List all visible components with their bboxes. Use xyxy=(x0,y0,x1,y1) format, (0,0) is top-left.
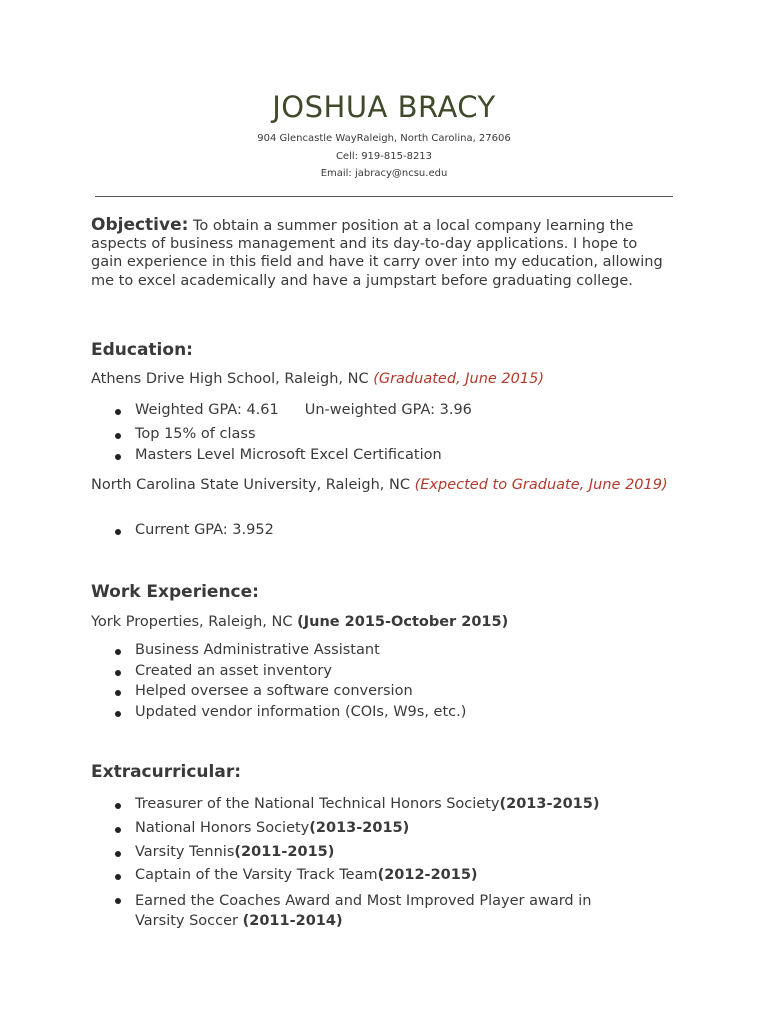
email-line: Email: jabracy@ncsu.edu xyxy=(320,168,448,179)
objective-text: To obtain a summer position at a local company learning the aspects of business management and its day-to-day applications. I hope to gain experience in this field and have it carry over into my education, allowing me to excel academically and have a jumpstart before graduating college. xyxy=(91,218,663,289)
unweighted-gpa: Un-weighted GPA: 3.96 xyxy=(304,402,472,418)
address-line: 904 Glencastle WayRaleigh, North Carolina, 27606 xyxy=(257,133,511,144)
list-item: Business Administrative Assistant xyxy=(113,642,466,663)
excel-cert: Masters Level Microsoft Excel Certification xyxy=(135,447,442,463)
list-item xyxy=(113,796,615,820)
list-item xyxy=(113,891,615,931)
list-item xyxy=(113,820,615,844)
school2-list xyxy=(113,522,274,538)
list-item xyxy=(113,426,472,447)
list-item xyxy=(113,844,615,867)
school1-name: Athens Drive High School, Raleigh, NC xyxy=(91,371,374,387)
school2-name: North Carolina State University, Raleigh, NC xyxy=(91,477,415,493)
activity-text: Varsity Tennis xyxy=(135,844,235,860)
list-item: Helped oversee a software conversion xyxy=(113,683,466,704)
list-item: Updated vendor information (COIs, W9s, etc.) xyxy=(113,704,466,725)
objective-label: Objective: xyxy=(91,215,189,235)
employer-dates: (June 2015-October 2015) xyxy=(297,614,509,630)
activity-text: Treasurer of the National Technical Honors Society xyxy=(135,796,500,812)
top-percent: Top 15% of class xyxy=(135,426,256,442)
education-heading: Education: xyxy=(91,340,193,360)
activity-date: (2011-2014) xyxy=(242,913,343,929)
list-item: Current GPA: 3.952 xyxy=(113,522,274,538)
activity-date: (2013-2015) xyxy=(499,796,600,812)
activity-text: Earned the Coaches Award and Most Improved Player award in Varsity Soccer xyxy=(135,893,592,929)
extracurricular-heading: Extracurricular: xyxy=(91,762,241,782)
work-list xyxy=(113,642,466,724)
header-divider xyxy=(95,196,673,197)
school1-line xyxy=(91,370,671,388)
activity-text: National Honors Society xyxy=(135,820,310,836)
extracurricular-list xyxy=(113,796,615,931)
activity-date: (2013-2015) xyxy=(309,820,410,836)
school2-date: (Expected to Graduate, June 2019) xyxy=(414,477,668,493)
school2-line xyxy=(91,476,671,494)
objective-paragraph xyxy=(91,216,671,290)
work-heading: Work Experience: xyxy=(91,582,259,602)
school1-list xyxy=(113,402,472,468)
list-item xyxy=(113,867,615,891)
list-item xyxy=(113,402,472,426)
activity-date: (2012-2015) xyxy=(377,867,478,883)
activity-date: (2011-2015) xyxy=(234,844,335,860)
resume-name: JOSHUA BRACY xyxy=(272,90,496,124)
employer-name: York Properties, Raleigh, NC xyxy=(91,614,298,630)
employer-line xyxy=(91,613,671,631)
weighted-gpa: Weighted GPA: 4.61 xyxy=(135,402,279,418)
activity-text: Captain of the Varsity Track Team xyxy=(135,867,378,883)
list-item: Created an asset inventory xyxy=(113,663,466,684)
school1-date: (Graduated, June 2015) xyxy=(373,371,544,387)
cell-line: Cell: 919-815-8213 xyxy=(335,151,433,162)
list-item xyxy=(113,447,472,468)
